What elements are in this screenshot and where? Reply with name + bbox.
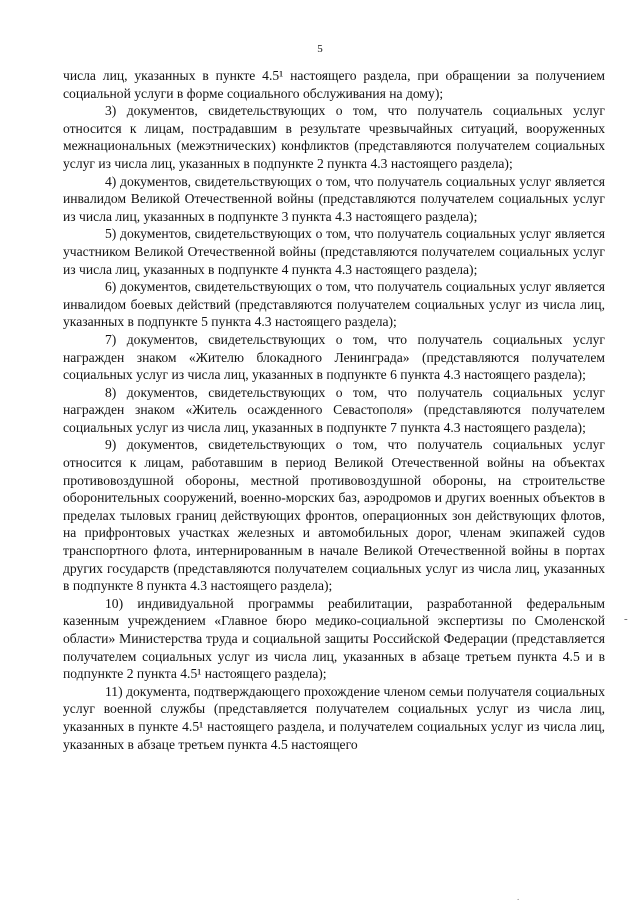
paragraph-item-8: 8) документов, свидетельствующих о том, что получатель социальных услуг награжден знаком «Житель осажденного Севастополя» (представляются получателем социальных услуг из числа лиц, указанных в подпункте 7 пункта 4.3 настоящего раздела);	[63, 384, 605, 435]
paragraph-item-7: 7) документов, свидетельствующих о том, что получатель социальных услуг награжден знаком «Жителю блокадного Ленинграда» (представляются получателем социальных услуг из числа лиц, указанных в подпункте 6 пункта 4.3 настоящего раздела);	[63, 331, 605, 383]
bottom-mark: .	[517, 892, 520, 902]
paragraph-item-5: 5) документов, свидетельствующих о том, что получатель социальных услуг является участником Великой Отечественной войны (представляются получателем социальных услуг из числа лиц, указанных в подпункте 4 пункта 4.3 настоящего раздела);	[63, 226, 605, 277]
paragraph-item-11: 11) документа, подтверждающего прохождение членом семьи получателя социальных услуг военной службы (представляется получателем социальных услуг из числа лиц, указанных в пункте 4.5¹ настоящего раздела, и получателем социальных услуг из числа лиц, указанных в абзаце третьем пункта 4.5 настоящего	[63, 683, 605, 752]
paragraph-item-4: 4) документов, свидетельствующих о том, что получатель социальных услуг является инвалидом Великой Отечественной войны (представляются получателем социальных услуг из числа лиц, указанных в подпункте 3 пункта 4.3 настоящего раздела);	[63, 173, 605, 224]
paragraph-item-6: 6) документов, свидетельствующих о том, что получатель социальных услуг является инвалидом боевых действий (представляются получателем социальных услуг из числа лиц, указанных в подпункте 5 пункта 4.3 настоящего раздела);	[63, 279, 605, 330]
paragraph-item-9: 9) документов, свидетельствующих о том, что получатель социальных услуг относится к лицам, работавшим в период Великой Отечественной войны на объектах противовоздушной обороны, местной противовоздушной обороны, на строительстве оборонительных сооружений, военно-морских баз, аэродромов и других военных объектов в пределах тыловых границ действующих фронтов, операционных зон действующих флотов, на прифронтовых участках железных и автомобильных дорог, членам экипажей судов транспортного флота, интернированным в начале Великой Отечественной войны в портах других государств (представляются получателем социальных услуг из числа лиц, указанных в подпункте 8 пункта 4.3 настоящего раздела);	[63, 437, 605, 594]
margin-mark: -	[624, 613, 628, 625]
paragraph-item-3: 3) документов, свидетельствующих о том, что получатель социальных услуг относится к лицам, пострадавшим в результате чрезвычайных ситуаций, вооруженных межнациональных (межэтнических) конфликтов (представляются получателем социальных услуг из числа лиц, указанных в подпункте 2 пункта 4.3 настоящего раздела);	[63, 103, 605, 171]
paragraph-item-10: 10) индивидуальной программы реабилитации, разработанной федеральным казенным учреждением «Главное бюро медико-социальной экспертизы по Смоленской области» Министерства труда и социальной защиты Российской Федерации (представляется получателем социальных услуг из числа лиц, указанных в абзаце третьем пункта 4.5 и в подпункте 2 пункта 4.5¹ настоящего раздела);	[63, 595, 605, 682]
page-number: 5	[317, 43, 323, 55]
paragraph-continuation: числа лиц, указанных в пункте 4.5¹ настоящего раздела, при обращении за получением социальной услуги в форме социального обслуживания на дому);	[63, 68, 605, 101]
document-body	[63, 67, 605, 753]
